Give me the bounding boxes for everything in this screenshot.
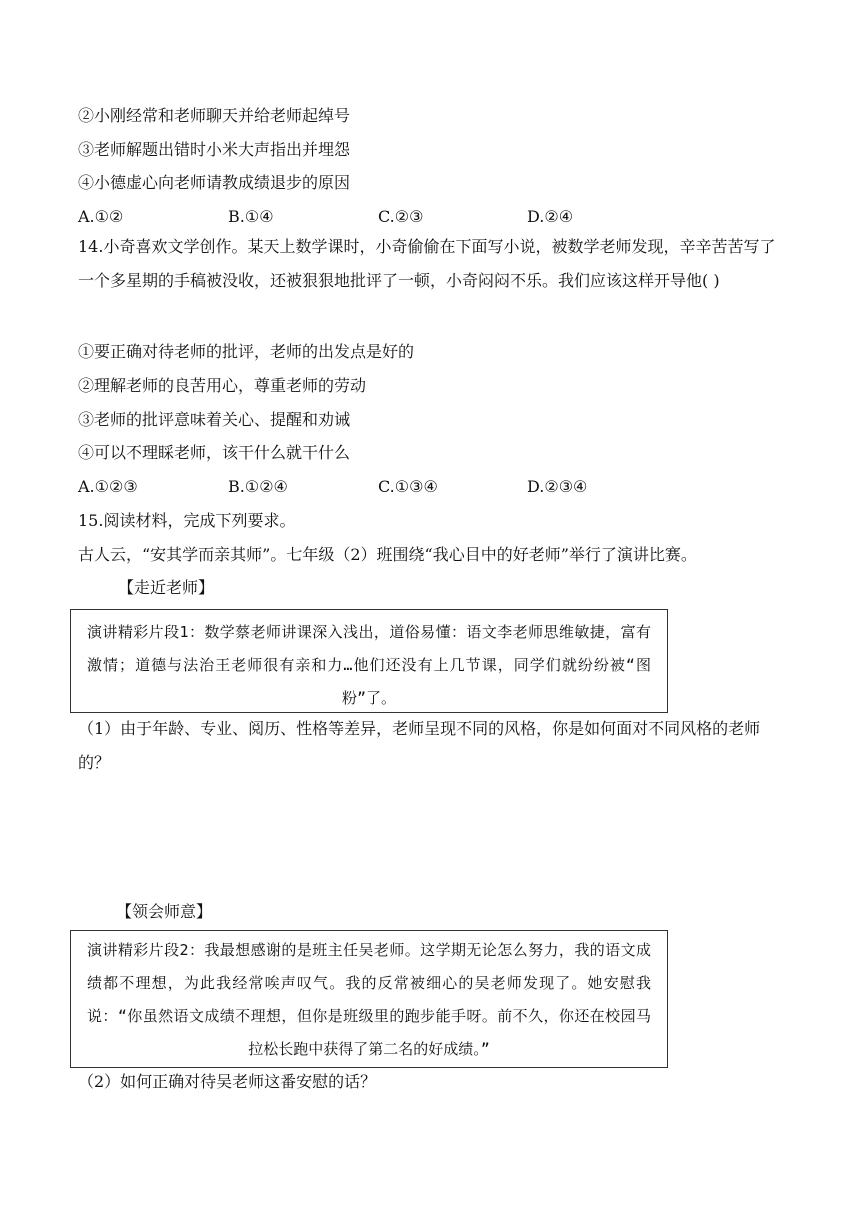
section1-question: （1）由于年龄、专业、阅历、性格等差异，老师呈现不同的风格，你是如何面对不同风格的老师的？ bbox=[78, 719, 761, 772]
section1-excerpt: 演讲精彩片段1：数学蔡老师讲课深入浅出，道俗易懂：语文李老师思维敏捷，富有激情；道德与法治王老师很有亲和力…他们还没有上几节课，同学们就纷纷被“图粉”了。 bbox=[87, 623, 651, 707]
q14-item-3: ③老师的批评意味着关心、提醒和劝诫 bbox=[78, 410, 351, 429]
q14-option-c[interactable]: C.①③④ bbox=[378, 477, 438, 496]
q13-item-2: ②小刚经常和老师聊天并给老师起绰号 bbox=[78, 106, 351, 125]
section2-heading: 【领会师意】 bbox=[116, 902, 213, 921]
section1-excerpt-box bbox=[70, 609, 668, 713]
q15-intro: 古人云，“安其学而亲其师”。七年级（2）班围绕“我心目中的好老师”举行了演讲比赛。 bbox=[78, 545, 697, 564]
section2-excerpt-box bbox=[70, 930, 668, 1068]
section2-question: （2）如何正确对待吴老师这番安慰的话？ bbox=[78, 1072, 377, 1091]
q13-option-c[interactable]: C.②③ bbox=[378, 207, 424, 226]
q13-option-a[interactable]: A.①② bbox=[78, 207, 124, 226]
q14-item-2: ②理解老师的良苦用心，尊重老师的劳动 bbox=[78, 376, 367, 395]
q14-item-4: ④可以不理睬老师，该干什么就干什么 bbox=[78, 443, 351, 462]
q13-item-3: ③老师解题出错时小米大声指出并埋怨 bbox=[78, 140, 351, 159]
q15-stem: 15.阅读材料，完成下列要求。 bbox=[78, 511, 296, 530]
q13-option-d[interactable]: D.②④ bbox=[527, 207, 574, 226]
section1-heading: 【走近老师】 bbox=[118, 578, 215, 597]
section2-excerpt: 演讲精彩片段2：我最想感谢的是班主任吴老师。这学期无论怎么努力，我的语文成绩都不理想，为此我经常唉声叹气。我的反常被细心的吴老师发现了。她安慰我说：“你虽然语文成绩不理想，但你是班级里的跑步能手呀。前不久，你还在校园马拉松长跑中获得了第二名的好成绩。” bbox=[87, 941, 651, 1058]
q14-stem: 14.小奇喜欢文学创作。某天上数学课时，小奇偷偷在下面写小说，被数学老师发现，辛辛苦苦写了一个多星期的手稿被没收，还被狠狠地批评了一顿，小奇闷闷不乐。我们应该这样开导他( ) bbox=[78, 237, 776, 290]
q14-option-b[interactable]: B.①②④ bbox=[228, 477, 288, 496]
q13-options bbox=[78, 207, 778, 227]
q14-options bbox=[78, 477, 778, 497]
q14-item-1: ①要正确对待老师的批评，老师的出发点是好的 bbox=[78, 342, 415, 361]
q13-item-4: ④小德虚心向老师请教成绩退步的原因 bbox=[78, 173, 351, 192]
q13-option-b[interactable]: B.①④ bbox=[228, 207, 274, 226]
q14-option-d[interactable]: D.②③④ bbox=[527, 477, 588, 496]
q14-option-a[interactable]: A.①②③ bbox=[78, 477, 138, 496]
